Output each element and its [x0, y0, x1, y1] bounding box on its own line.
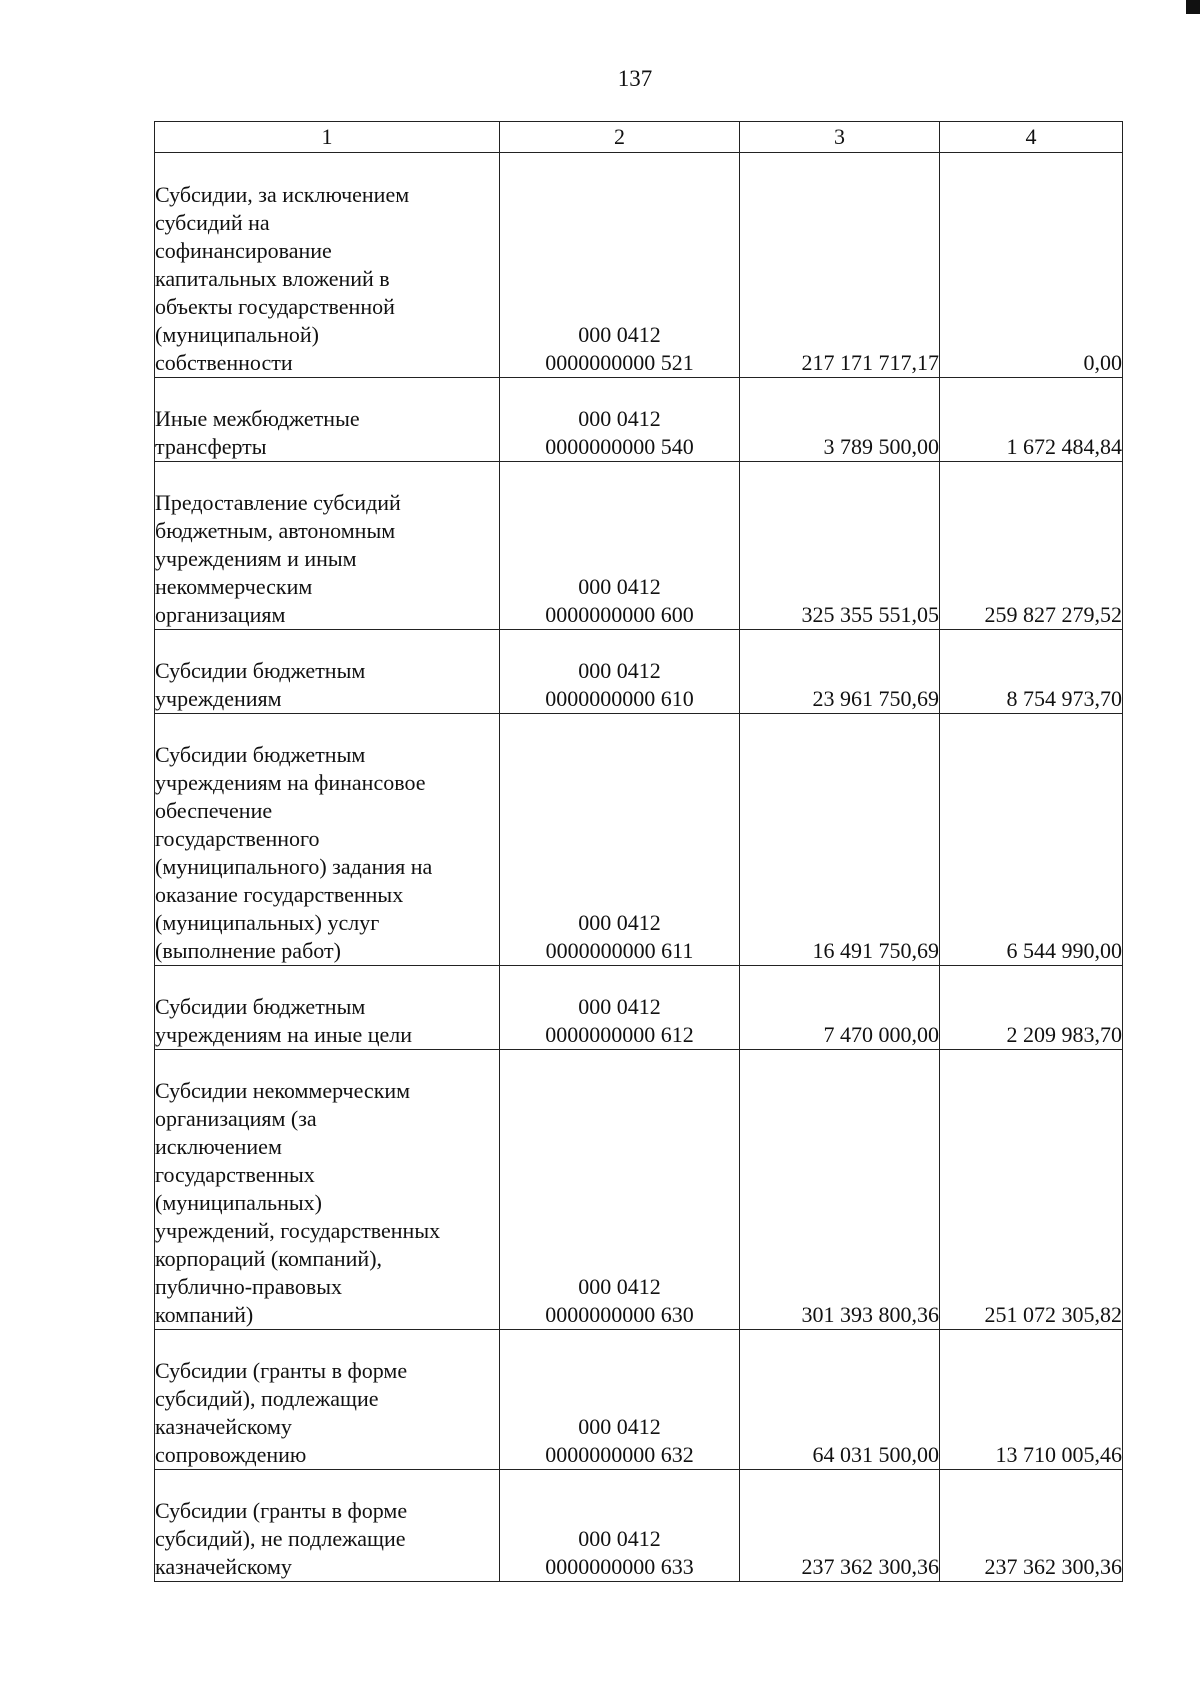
row-name-line: Субсидии (гранты в форме	[155, 1358, 408, 1383]
row-name-line: казначейскому	[155, 1554, 292, 1579]
row-code-cell	[500, 714, 740, 966]
row-name-line: Субсидии бюджетным	[155, 658, 366, 683]
row-name-line: Субсидии бюджетным	[155, 994, 366, 1019]
row-name-line: Субсидии некоммерческим	[155, 1078, 411, 1103]
row-code-line: 0000000000 632	[545, 1442, 694, 1467]
row-code-cell	[500, 966, 740, 1050]
row-code-line: 0000000000 612	[545, 1022, 694, 1047]
row-name-line: (муниципальных) услуг	[155, 910, 380, 935]
row-name-line: бюджетным, автономным	[155, 518, 396, 543]
row-name-line: казначейскому	[155, 1414, 292, 1439]
row-name-line: некоммерческим	[155, 574, 313, 599]
row-name-line: компаний)	[155, 1302, 254, 1327]
row-amount-col3: 3 789 500,00	[740, 378, 940, 462]
row-amount-col4: 259 827 279,52	[940, 462, 1123, 630]
row-name-line: (муниципальной)	[155, 322, 319, 347]
table-row	[155, 153, 1123, 378]
column-header: 2	[500, 122, 740, 153]
row-name-cell	[155, 462, 500, 630]
row-code-cell	[500, 1470, 740, 1582]
row-name-line: (муниципальных)	[155, 1190, 322, 1215]
row-code-line: 000 0412	[578, 406, 661, 431]
row-amount-col4: 1 672 484,84	[940, 378, 1123, 462]
row-code-cell	[500, 378, 740, 462]
row-name-line: капитальных вложений в	[155, 266, 390, 291]
row-code-line: 0000000000 611	[545, 938, 694, 963]
row-name-line: трансферты	[155, 434, 267, 459]
column-header: 3	[740, 122, 940, 153]
row-code-cell	[500, 462, 740, 630]
row-name-line: Предоставление субсидий	[155, 490, 401, 515]
table-row	[155, 1330, 1123, 1470]
table-row	[155, 630, 1123, 714]
row-code-cell	[500, 153, 740, 378]
row-name-line: субсидий), не подлежащие	[155, 1526, 406, 1551]
row-code-line: 000 0412	[578, 1414, 661, 1439]
column-header: 4	[940, 122, 1123, 153]
row-code-line: 000 0412	[578, 1526, 661, 1551]
row-name-cell	[155, 378, 500, 462]
row-amount-col3: 16 491 750,69	[740, 714, 940, 966]
row-code-line: 000 0412	[578, 658, 661, 683]
row-code-line: 0000000000 600	[545, 602, 694, 627]
row-name-line: учреждениям и иным	[155, 546, 357, 571]
row-name-cell	[155, 630, 500, 714]
row-name-line: сопровождению	[155, 1442, 307, 1467]
row-name-cell	[155, 714, 500, 966]
row-name-line: Субсидии бюджетным	[155, 742, 366, 767]
scan-corner-mark	[1186, 0, 1200, 14]
row-name-line: субсидий на	[155, 210, 270, 235]
row-amount-col4: 13 710 005,46	[940, 1330, 1123, 1470]
row-amount-col4: 2 209 983,70	[940, 966, 1123, 1050]
row-amount-col3: 23 961 750,69	[740, 630, 940, 714]
row-name-line: учреждений, государственных	[155, 1218, 441, 1243]
row-code-line: 000 0412	[578, 1274, 661, 1299]
row-amount-col3: 325 355 551,05	[740, 462, 940, 630]
row-amount-col4: 0,00	[940, 153, 1123, 378]
row-amount-col3: 7 470 000,00	[740, 966, 940, 1050]
row-code-line: 000 0412	[578, 994, 661, 1019]
row-name-line: корпораций (компаний),	[155, 1246, 383, 1271]
table-row	[155, 1470, 1123, 1582]
row-code-cell	[500, 1050, 740, 1330]
row-amount-col4: 251 072 305,82	[940, 1050, 1123, 1330]
row-code-line: 000 0412	[578, 322, 661, 347]
row-name-line: исключением	[155, 1134, 282, 1159]
row-code-line: 0000000000 633	[545, 1554, 694, 1579]
row-name-line: субсидий), подлежащие	[155, 1386, 379, 1411]
row-name-line: организациям (за	[155, 1106, 317, 1131]
row-name-line: Иные межбюджетные	[155, 406, 360, 431]
row-name-line: (муниципального) задания на	[155, 854, 433, 879]
row-amount-col3: 237 362 300,36	[740, 1470, 940, 1582]
row-code-line: 000 0412	[578, 910, 661, 935]
row-amount-col3: 301 393 800,36	[740, 1050, 940, 1330]
budget-table	[154, 121, 1123, 1582]
row-name-cell	[155, 1050, 500, 1330]
row-amount-col3: 217 171 717,17	[740, 153, 940, 378]
row-name-line: Субсидии, за исключением	[155, 182, 410, 207]
row-code-line: 000 0412	[578, 574, 661, 599]
row-name-line: софинансирование	[155, 238, 332, 263]
page-number: 137	[617, 66, 653, 91]
table-row	[155, 1050, 1123, 1330]
row-name-line: государственного	[155, 826, 320, 851]
row-name-cell	[155, 966, 500, 1050]
row-name-line: учреждениям на финансовое	[155, 770, 426, 795]
row-name-line: собственности	[155, 350, 293, 375]
row-name-line: (выполнение работ)	[155, 938, 341, 963]
row-name-line: оказание государственных	[155, 882, 404, 907]
row-amount-col4: 8 754 973,70	[940, 630, 1123, 714]
row-name-cell	[155, 1330, 500, 1470]
table-header-row	[155, 122, 1123, 153]
row-amount-col3: 64 031 500,00	[740, 1330, 940, 1470]
row-name-line: обеспечение	[155, 798, 273, 823]
row-amount-col4: 6 544 990,00	[940, 714, 1123, 966]
table-row	[155, 966, 1123, 1050]
table-row	[155, 378, 1123, 462]
row-name-cell	[155, 1470, 500, 1582]
column-header: 1	[155, 122, 500, 153]
row-code-line: 0000000000 521	[545, 350, 694, 375]
table-row	[155, 462, 1123, 630]
row-name-line: объекты государственной	[155, 294, 395, 319]
row-code-line: 0000000000 630	[545, 1302, 694, 1327]
row-name-line: учреждениям	[155, 686, 282, 711]
row-name-line: Субсидии (гранты в форме	[155, 1498, 408, 1523]
row-code-cell	[500, 1330, 740, 1470]
row-name-line: публично-правовых	[155, 1274, 342, 1299]
row-amount-col4: 237 362 300,36	[940, 1470, 1123, 1582]
row-name-line: учреждениям на иные цели	[155, 1022, 412, 1047]
row-name-line: государственных	[155, 1162, 315, 1187]
row-code-line: 0000000000 610	[545, 686, 694, 711]
row-name-cell	[155, 153, 500, 378]
row-code-cell	[500, 630, 740, 714]
row-name-line: организациям	[155, 602, 286, 627]
table-row	[155, 714, 1123, 966]
row-code-line: 0000000000 540	[545, 434, 694, 459]
